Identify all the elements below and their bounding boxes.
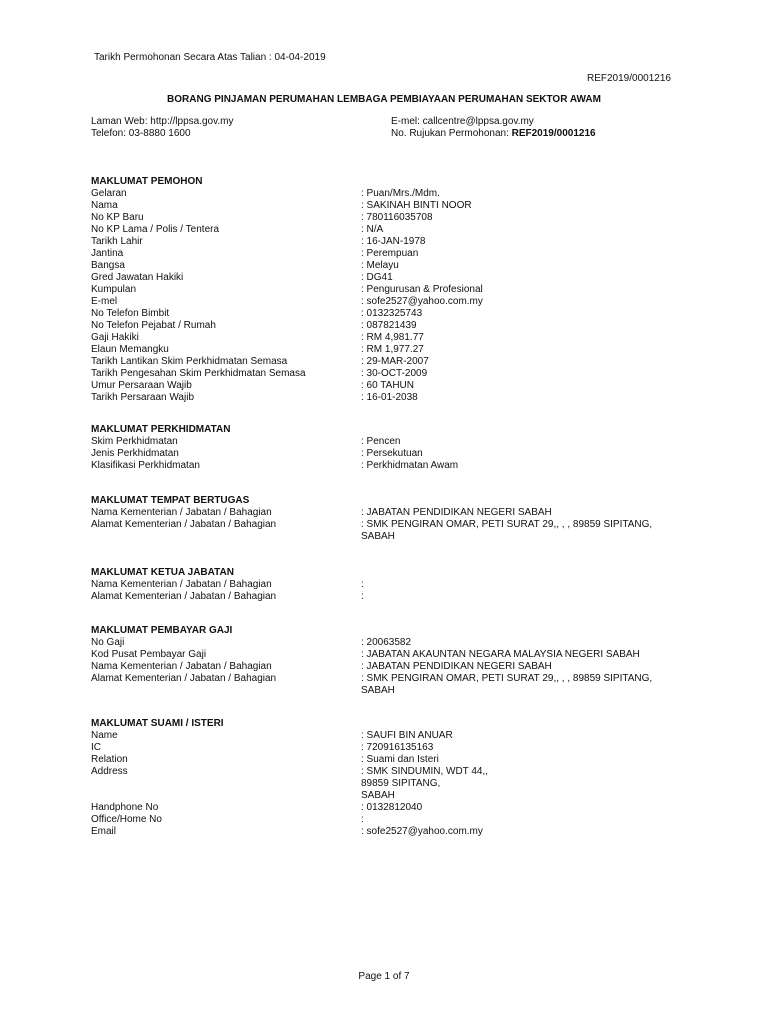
field-value: : 16-JAN-1978: [361, 236, 426, 247]
field-row: [91, 320, 691, 332]
field-label: Address: [91, 766, 128, 777]
field-label: Jenis Perkhidmatan: [91, 448, 179, 459]
field-value: : Perempuan: [361, 248, 419, 259]
field-label: No Telefon Bimbit: [91, 308, 170, 319]
field-row: [91, 754, 691, 766]
section-service: [91, 424, 691, 472]
field-value: : Perkhidmatan Awam: [361, 460, 459, 471]
field-row: [91, 826, 691, 838]
field-row: [91, 380, 691, 392]
field-label: No KP Lama / Polis / Tentera: [91, 224, 220, 235]
field-value: :: [361, 579, 364, 590]
field-label: Umur Persaraan Wajib: [91, 380, 192, 391]
field-value: : RM 1,977.27: [361, 344, 424, 355]
field-value: : Suami dan Isteri: [361, 754, 439, 765]
field-value: : sofe2527@yahoo.com.my: [361, 826, 483, 837]
field-value: : 16-01-2038: [361, 392, 418, 403]
section-salary-payer: [91, 625, 691, 697]
field-row: [91, 436, 691, 448]
field-label: Nama Kementerian / Jabatan / Bahagian: [91, 579, 272, 590]
field-row: [91, 649, 691, 661]
contact-email: E-mel: callcentre@lppsa.gov.my: [391, 116, 534, 127]
field-value: : 0132812040: [361, 802, 423, 813]
field-row: [91, 188, 691, 200]
field-label: Kumpulan: [91, 284, 137, 295]
field-label: Handphone No: [91, 802, 159, 813]
field-label: Gelaran: [91, 188, 127, 199]
field-label: Bangsa: [91, 260, 125, 271]
section-title: MAKLUMAT TEMPAT BERTUGAS: [91, 495, 250, 506]
field-row: [91, 260, 691, 272]
section-title: MAKLUMAT SUAMI / ISTERI: [91, 718, 224, 729]
field-value: : 60 TAHUN: [361, 380, 414, 391]
field-label: Gaji Hakiki: [91, 332, 139, 343]
field-row: [91, 661, 691, 673]
field-label: E-mel: [91, 296, 118, 307]
field-label: Alamat Kementerian / Jabatan / Bahagian: [91, 673, 277, 684]
field-label: Alamat Kementerian / Jabatan / Bahagian: [91, 519, 277, 530]
field-value: : DG41: [361, 272, 393, 283]
field-row: [91, 392, 691, 404]
field-row: [91, 507, 691, 519]
field-row: [91, 519, 691, 543]
phone: Telefon: 03-8880 1600: [91, 128, 191, 139]
field-row: [91, 284, 691, 296]
reference-number-top: REF2019/0001216: [587, 73, 671, 84]
field-row: [91, 356, 691, 368]
application-reference-label: No. Rujukan Permohonan:: [391, 128, 512, 139]
field-row: [91, 460, 691, 472]
field-value: : Puan/Mrs./Mdm.: [361, 188, 440, 199]
field-label: Kod Pusat Pembayar Gaji: [91, 649, 207, 660]
section-title: MAKLUMAT PEMBAYAR GAJI: [91, 625, 233, 636]
field-value: : 087821439: [361, 320, 417, 331]
field-value: : SMK PENGIRAN OMAR, PETI SURAT 29,, , , 89859 SIPITANG, SABAH: [361, 519, 653, 542]
section-workplace: [91, 495, 691, 543]
field-value: : Pengurusan & Profesional: [361, 284, 483, 295]
field-label: Nama: [91, 200, 118, 211]
field-value: : Pencen: [361, 436, 401, 447]
field-row: [91, 296, 691, 308]
section-title: MAKLUMAT PERKHIDMATAN: [91, 424, 231, 435]
field-value: : SMK PENGIRAN OMAR, PETI SURAT 29,, , , 89859 SIPITANG, SABAH: [361, 673, 653, 696]
field-value: : N/A: [361, 224, 384, 235]
field-value: :: [361, 591, 364, 602]
field-label: Tarikh Lahir: [91, 236, 143, 247]
field-label: No Telefon Pejabat / Rumah: [91, 320, 216, 331]
field-label: Name: [91, 730, 118, 741]
field-label: Elaun Memangku: [91, 344, 169, 355]
field-row: [91, 579, 691, 591]
field-row: [91, 591, 691, 603]
field-row: [91, 272, 691, 284]
field-label: Tarikh Pengesahan Skim Perkhidmatan Semasa: [91, 368, 306, 379]
form-title: BORANG PINJAMAN PERUMAHAN LEMBAGA PEMBIAYAAN PERUMAHAN SEKTOR AWAM: [167, 94, 601, 105]
field-value: : Persekutuan: [361, 448, 423, 459]
website: Laman Web: http://lppsa.gov.my: [91, 116, 234, 127]
section-head-of-department: [91, 567, 691, 603]
field-value: : 720916135163: [361, 742, 434, 753]
field-value: : 0132325743: [361, 308, 423, 319]
field-value: : 30-OCT-2009: [361, 368, 428, 379]
field-row: [91, 673, 691, 697]
field-row: [91, 200, 691, 212]
field-value: : 29-MAR-2007: [361, 356, 429, 367]
page-number: Page 1 of 7: [358, 971, 410, 982]
field-row: [91, 730, 691, 742]
field-label: Relation: [91, 754, 128, 765]
field-row: [91, 368, 691, 380]
field-row: [91, 742, 691, 754]
field-value: : sofe2527@yahoo.com.my: [361, 296, 483, 307]
field-label: Tarikh Persaraan Wajib: [91, 392, 195, 403]
field-label: Alamat Kementerian / Jabatan / Bahagian: [91, 591, 277, 602]
field-value: : SAUFI BIN ANUAR: [361, 730, 453, 741]
field-value: :: [361, 814, 364, 825]
field-row: [91, 802, 691, 814]
field-value: : SMK SINDUMIN, WDT 44,, 89859 SIPITANG, SABAH: [361, 766, 489, 801]
field-row: [91, 308, 691, 320]
section-title: MAKLUMAT PEMOHON: [91, 176, 203, 187]
field-row: [91, 236, 691, 248]
field-label: Email: [91, 826, 117, 837]
field-value: : 780116035708: [361, 212, 433, 223]
field-value: : Melayu: [361, 260, 399, 271]
section-title: MAKLUMAT KETUA JABATAN: [91, 567, 234, 578]
field-value: : JABATAN PENDIDIKAN NEGERI SABAH: [361, 661, 552, 672]
field-label: IC: [91, 742, 101, 753]
field-value: : JABATAN AKAUNTAN NEGARA MALAYSIA NEGERI SABAH: [361, 649, 640, 660]
field-row: [91, 637, 691, 649]
field-label: No KP Baru: [91, 212, 144, 223]
application-date: Tarikh Permohonan Secara Atas Talian : 04-04-2019: [94, 52, 326, 63]
field-label: Jantina: [91, 248, 124, 259]
field-value: : RM 4,981.77: [361, 332, 424, 343]
field-label: No Gaji: [91, 637, 125, 648]
section-applicant: [91, 176, 691, 404]
field-label: Gred Jawatan Hakiki: [91, 272, 184, 283]
field-label: Skim Perkhidmatan: [91, 436, 178, 447]
field-value: : JABATAN PENDIDIKAN NEGERI SABAH: [361, 507, 552, 518]
section-spouse: [91, 718, 691, 838]
field-value: : SAKINAH BINTI NOOR: [361, 200, 472, 211]
field-label: Klasifikasi Perkhidmatan: [91, 460, 200, 471]
field-label: Office/Home No: [91, 814, 162, 825]
field-row: [91, 766, 691, 802]
field-value: : 20063582: [361, 637, 412, 648]
field-label: Tarikh Lantikan Skim Perkhidmatan Semasa: [91, 356, 288, 367]
field-row: [91, 448, 691, 460]
field-row: [91, 814, 691, 826]
application-reference: [391, 128, 596, 140]
field-row: [91, 248, 691, 260]
field-label: Nama Kementerian / Jabatan / Bahagian: [91, 507, 272, 518]
field-row: [91, 212, 691, 224]
field-row: [91, 224, 691, 236]
field-row: [91, 332, 691, 344]
application-reference-value: REF2019/0001216: [511, 128, 596, 139]
field-row: [91, 344, 691, 356]
field-label: Nama Kementerian / Jabatan / Bahagian: [91, 661, 272, 672]
